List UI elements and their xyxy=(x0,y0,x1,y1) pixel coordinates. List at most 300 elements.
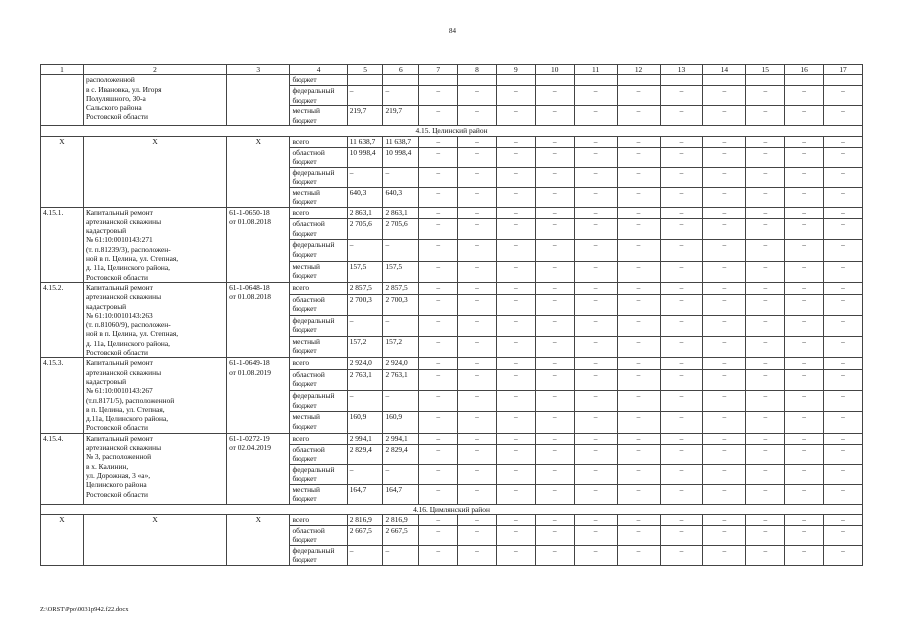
dash-cell: – xyxy=(496,358,535,370)
dash-cell xyxy=(785,75,824,86)
dash-cell: – xyxy=(458,337,497,358)
dash-cell: – xyxy=(617,515,660,526)
dash-cell: – xyxy=(660,526,703,546)
budget-table xyxy=(40,64,863,566)
dash-cell: – xyxy=(419,261,458,282)
dash-cell: – xyxy=(574,136,617,147)
dash-cell: – xyxy=(535,370,574,391)
dash-cell: – xyxy=(496,282,535,294)
dash-cell: – xyxy=(458,391,497,412)
dash-cell: – xyxy=(458,358,497,370)
dash-cell: – xyxy=(785,86,824,106)
value-cell: 2 700,3 xyxy=(347,294,383,315)
dash-cell: – xyxy=(785,240,824,261)
item-description: Капитальный ремонт артезианской скважины кадастровый № 61:10:0010143:271 (т. п.81239/3), расположен- ной в п. Целина, ул. Степная, д. 11а, Целинского района, Ростовской области xyxy=(83,207,226,282)
value-cell: – xyxy=(347,240,383,261)
dash-cell: – xyxy=(419,412,458,433)
dash-cell: – xyxy=(458,167,497,187)
column-header: 7 xyxy=(419,65,458,75)
dash-cell: – xyxy=(746,391,785,412)
dash-cell: – xyxy=(703,240,746,261)
value-cell: 160,9 xyxy=(347,412,383,433)
dash-cell xyxy=(703,75,746,86)
dash-cell: – xyxy=(746,207,785,219)
table-row xyxy=(41,282,863,294)
dash-cell: – xyxy=(535,106,574,126)
dash-cell: – xyxy=(496,391,535,412)
column-header: 4 xyxy=(290,65,347,75)
budget-label: местный бюджет xyxy=(290,337,347,358)
dash-cell: – xyxy=(703,86,746,106)
dash-cell: – xyxy=(496,240,535,261)
budget-label: федеральный бюджет xyxy=(290,546,347,566)
dash-cell: – xyxy=(703,370,746,391)
dash-cell: – xyxy=(746,240,785,261)
value-cell: – xyxy=(383,546,419,566)
dash-cell: – xyxy=(419,167,458,187)
dash-cell: – xyxy=(746,526,785,546)
dash-cell xyxy=(535,75,574,86)
column-header: 5 xyxy=(347,65,383,75)
dash-cell: – xyxy=(746,219,785,240)
dash-cell: – xyxy=(660,444,703,464)
dash-cell: – xyxy=(660,464,703,484)
dash-cell: – xyxy=(496,167,535,187)
dash-cell: – xyxy=(535,167,574,187)
dash-cell: – xyxy=(703,444,746,464)
dash-cell: – xyxy=(574,444,617,464)
value-cell: 2 763,1 xyxy=(383,370,419,391)
dash-cell: – xyxy=(496,370,535,391)
value-cell: 2 924,0 xyxy=(347,358,383,370)
table-row xyxy=(41,136,863,147)
dash-cell: – xyxy=(458,187,497,207)
dash-cell xyxy=(574,75,617,86)
dash-cell: – xyxy=(617,391,660,412)
value-cell: 640,3 xyxy=(383,187,419,207)
dash-cell: – xyxy=(574,219,617,240)
value-cell: 11 638,7 xyxy=(347,136,383,147)
dash-cell: – xyxy=(746,464,785,484)
dash-cell: – xyxy=(824,207,863,219)
dash-cell: – xyxy=(458,261,497,282)
dash-cell: – xyxy=(746,337,785,358)
column-header: 3 xyxy=(227,65,290,75)
dash-cell: – xyxy=(617,433,660,444)
dash-cell: – xyxy=(824,358,863,370)
dash-cell: – xyxy=(458,136,497,147)
budget-label: местный бюджет xyxy=(290,187,347,207)
dash-cell: – xyxy=(746,412,785,433)
dash-cell: – xyxy=(458,515,497,526)
dash-cell: – xyxy=(746,86,785,106)
table-row xyxy=(41,515,863,526)
dash-cell: – xyxy=(617,240,660,261)
value-cell: – xyxy=(347,315,383,336)
dash-cell: – xyxy=(785,136,824,147)
dash-cell: – xyxy=(617,106,660,126)
budget-label: областной бюджет xyxy=(290,444,347,464)
dash-cell: – xyxy=(535,136,574,147)
dash-cell: – xyxy=(703,412,746,433)
dash-cell: – xyxy=(746,294,785,315)
dash-cell: – xyxy=(824,337,863,358)
dash-cell: – xyxy=(574,294,617,315)
dash-cell: – xyxy=(824,261,863,282)
dash-cell: – xyxy=(785,106,824,126)
dash-cell: – xyxy=(660,136,703,147)
dash-cell: – xyxy=(824,136,863,147)
dash-cell: – xyxy=(458,412,497,433)
dash-cell: – xyxy=(824,433,863,444)
dash-cell: – xyxy=(824,219,863,240)
budget-label: федеральный бюджет xyxy=(290,86,347,106)
dash-cell: – xyxy=(703,187,746,207)
dash-cell: – xyxy=(660,294,703,315)
budget-label: местный бюджет xyxy=(290,412,347,433)
value-cell: – xyxy=(347,86,383,106)
dash-cell xyxy=(617,75,660,86)
dash-cell: – xyxy=(419,187,458,207)
dash-cell: – xyxy=(824,526,863,546)
dash-cell: – xyxy=(574,106,617,126)
item-document: Х xyxy=(227,515,290,566)
section-row xyxy=(41,504,863,514)
value-cell xyxy=(383,75,419,86)
dash-cell: – xyxy=(785,187,824,207)
dash-cell: – xyxy=(535,240,574,261)
table-row xyxy=(41,207,863,219)
value-cell: 164,7 xyxy=(383,484,419,504)
dash-cell: – xyxy=(703,484,746,504)
column-header: 13 xyxy=(660,65,703,75)
dash-cell: – xyxy=(746,261,785,282)
section-title: 4.15. Целинский район xyxy=(41,126,863,136)
item-description: Х xyxy=(83,515,226,566)
item-number: 4.15.4. xyxy=(41,433,84,504)
column-header: 1 xyxy=(41,65,84,75)
dash-cell: – xyxy=(419,546,458,566)
dash-cell: – xyxy=(824,187,863,207)
dash-cell: – xyxy=(574,433,617,444)
item-description: Капитальный ремонт артезианской скважины кадастровый № 61:10:0010143:267 (т.п.8171/5), расположенной в п. Целина, ул. Степная, д.11а, Целинского района, Ростовской области xyxy=(83,358,226,433)
item-document: 61-1-0650-18 от 01.08.2018 xyxy=(227,207,290,282)
dash-cell: – xyxy=(785,337,824,358)
dash-cell: – xyxy=(785,219,824,240)
dash-cell xyxy=(660,75,703,86)
footer-file-path: Z:\ORST\Ppo\0031p942.f22.docx xyxy=(40,606,129,613)
dash-cell: – xyxy=(617,167,660,187)
dash-cell: – xyxy=(824,294,863,315)
column-header: 15 xyxy=(746,65,785,75)
budget-label: бюджет xyxy=(290,75,347,86)
dash-cell: – xyxy=(496,294,535,315)
dash-cell: – xyxy=(535,86,574,106)
dash-cell: – xyxy=(660,219,703,240)
dash-cell: – xyxy=(746,546,785,566)
budget-label: всего xyxy=(290,282,347,294)
dash-cell: – xyxy=(746,282,785,294)
dash-cell: – xyxy=(419,370,458,391)
dash-cell: – xyxy=(703,546,746,566)
dash-cell: – xyxy=(458,207,497,219)
value-cell: – xyxy=(383,86,419,106)
dash-cell: – xyxy=(419,240,458,261)
dash-cell: – xyxy=(824,391,863,412)
dash-cell: – xyxy=(535,546,574,566)
dash-cell: – xyxy=(824,464,863,484)
budget-label: областной бюджет xyxy=(290,526,347,546)
dash-cell: – xyxy=(458,370,497,391)
value-cell: 219,7 xyxy=(347,106,383,126)
value-cell: 2 816,9 xyxy=(383,515,419,526)
dash-cell: – xyxy=(496,315,535,336)
item-number: Х xyxy=(41,136,84,207)
item-document: 61-1-0272-19 от 02.04.2019 xyxy=(227,433,290,504)
budget-label: федеральный бюджет xyxy=(290,240,347,261)
column-header: 11 xyxy=(574,65,617,75)
value-cell: 2 857,5 xyxy=(383,282,419,294)
dash-cell: – xyxy=(574,261,617,282)
item-document xyxy=(227,75,290,126)
value-cell: 157,5 xyxy=(383,261,419,282)
dash-cell: – xyxy=(496,136,535,147)
section-row xyxy=(41,126,863,136)
dash-cell: – xyxy=(419,484,458,504)
dash-cell: – xyxy=(419,86,458,106)
dash-cell: – xyxy=(419,526,458,546)
dash-cell: – xyxy=(785,294,824,315)
dash-cell: – xyxy=(419,391,458,412)
dash-cell: – xyxy=(419,294,458,315)
column-header: 16 xyxy=(785,65,824,75)
dash-cell: – xyxy=(617,370,660,391)
budget-label: местный бюджет xyxy=(290,484,347,504)
value-cell: – xyxy=(383,240,419,261)
dash-cell: – xyxy=(703,136,746,147)
value-cell: – xyxy=(383,167,419,187)
dash-cell: – xyxy=(458,219,497,240)
budget-label: всего xyxy=(290,358,347,370)
dash-cell: – xyxy=(660,86,703,106)
dash-cell: – xyxy=(824,370,863,391)
value-cell: – xyxy=(347,464,383,484)
dash-cell: – xyxy=(458,106,497,126)
dash-cell: – xyxy=(617,294,660,315)
budget-label: федеральный бюджет xyxy=(290,391,347,412)
dash-cell: – xyxy=(785,464,824,484)
dash-cell: – xyxy=(535,294,574,315)
dash-cell: – xyxy=(617,315,660,336)
value-cell: 2 705,6 xyxy=(347,219,383,240)
budget-label: местный бюджет xyxy=(290,106,347,126)
dash-cell: – xyxy=(703,315,746,336)
value-cell: 164,7 xyxy=(347,484,383,504)
dash-cell xyxy=(824,75,863,86)
dash-cell: – xyxy=(703,515,746,526)
dash-cell: – xyxy=(535,261,574,282)
dash-cell: – xyxy=(746,444,785,464)
dash-cell: – xyxy=(785,515,824,526)
dash-cell: – xyxy=(660,358,703,370)
dash-cell: – xyxy=(660,546,703,566)
dash-cell: – xyxy=(535,147,574,167)
dash-cell: – xyxy=(785,358,824,370)
dash-cell: – xyxy=(458,484,497,504)
column-header: 2 xyxy=(83,65,226,75)
item-document: 61-1-0649-18 от 01.08.2019 xyxy=(227,358,290,433)
budget-label: федеральный бюджет xyxy=(290,315,347,336)
dash-cell: – xyxy=(496,433,535,444)
dash-cell: – xyxy=(496,337,535,358)
item-description: Капитальный ремонт артезианской скважины № 3, расположенной в х. Калинин, ул. Дорожная, 3 «а», Целинского района Ростовской области xyxy=(83,433,226,504)
value-cell: 2 924,0 xyxy=(383,358,419,370)
dash-cell: – xyxy=(617,546,660,566)
dash-cell: – xyxy=(419,515,458,526)
dash-cell: – xyxy=(703,261,746,282)
dash-cell: – xyxy=(535,433,574,444)
dash-cell: – xyxy=(496,106,535,126)
dash-cell: – xyxy=(419,106,458,126)
dash-cell: – xyxy=(746,187,785,207)
column-header: 9 xyxy=(496,65,535,75)
dash-cell: – xyxy=(458,147,497,167)
dash-cell: – xyxy=(617,484,660,504)
table-row xyxy=(41,433,863,444)
dash-cell: – xyxy=(419,464,458,484)
dash-cell: – xyxy=(419,444,458,464)
dash-cell: – xyxy=(703,464,746,484)
dash-cell: – xyxy=(419,358,458,370)
value-cell: – xyxy=(347,391,383,412)
value-cell: 160,9 xyxy=(383,412,419,433)
budget-label: всего xyxy=(290,515,347,526)
dash-cell: – xyxy=(785,261,824,282)
value-cell: 11 638,7 xyxy=(383,136,419,147)
column-header: 8 xyxy=(458,65,497,75)
dash-cell: – xyxy=(574,484,617,504)
dash-cell: – xyxy=(458,282,497,294)
dash-cell: – xyxy=(824,315,863,336)
dash-cell: – xyxy=(535,187,574,207)
dash-cell: – xyxy=(574,546,617,566)
dash-cell: – xyxy=(419,282,458,294)
dash-cell: – xyxy=(535,444,574,464)
dash-cell: – xyxy=(746,136,785,147)
item-document: 61-1-0648-18 от 01.08.2018 xyxy=(227,282,290,357)
budget-label: всего xyxy=(290,207,347,219)
dash-cell: – xyxy=(660,337,703,358)
dash-cell: – xyxy=(660,282,703,294)
budget-label: местный бюджет xyxy=(290,261,347,282)
dash-cell: – xyxy=(660,147,703,167)
value-cell: 157,2 xyxy=(347,337,383,358)
dash-cell: – xyxy=(824,240,863,261)
dash-cell: – xyxy=(496,444,535,464)
table-row xyxy=(41,75,863,86)
item-document: Х xyxy=(227,136,290,207)
dash-cell: – xyxy=(660,261,703,282)
dash-cell: – xyxy=(574,526,617,546)
dash-cell: – xyxy=(617,358,660,370)
budget-label: федеральный бюджет xyxy=(290,167,347,187)
item-description: расположенной в с. Ивановка, ул. Игоря Полуляшного, 30-а Сальского района Ростовской области xyxy=(83,75,226,126)
dash-cell: – xyxy=(703,294,746,315)
dash-cell: – xyxy=(496,147,535,167)
dash-cell: – xyxy=(703,391,746,412)
column-header: 14 xyxy=(703,65,746,75)
dash-cell: – xyxy=(458,86,497,106)
value-cell: – xyxy=(347,167,383,187)
dash-cell: – xyxy=(617,86,660,106)
dash-cell: – xyxy=(419,315,458,336)
value-cell: 2 857,5 xyxy=(347,282,383,294)
dash-cell: – xyxy=(746,433,785,444)
dash-cell: – xyxy=(419,147,458,167)
dash-cell: – xyxy=(703,219,746,240)
dash-cell: – xyxy=(660,167,703,187)
dash-cell: – xyxy=(458,444,497,464)
dash-cell: – xyxy=(496,515,535,526)
dash-cell: – xyxy=(785,526,824,546)
dash-cell: – xyxy=(660,484,703,504)
dash-cell: – xyxy=(419,207,458,219)
budget-label: областной бюджет xyxy=(290,294,347,315)
dash-cell: – xyxy=(660,433,703,444)
dash-cell: – xyxy=(785,207,824,219)
dash-cell: – xyxy=(535,526,574,546)
dash-cell: – xyxy=(574,358,617,370)
dash-cell: – xyxy=(496,207,535,219)
dash-cell: – xyxy=(824,412,863,433)
dash-cell: – xyxy=(574,240,617,261)
item-number: 4.15.1. xyxy=(41,207,84,282)
dash-cell: – xyxy=(703,207,746,219)
item-description: Капитальный ремонт артезианской скважины кадастровый № 61:10:0010143:263 (т. п.81060/9), расположен- ной в п. Целина, ул. Степная, д. 11а, Целинского района, Ростовской области xyxy=(83,282,226,357)
dash-cell: – xyxy=(535,515,574,526)
item-description: Х xyxy=(83,136,226,207)
dash-cell: – xyxy=(746,315,785,336)
dash-cell: – xyxy=(703,358,746,370)
dash-cell: – xyxy=(824,515,863,526)
dash-cell: – xyxy=(785,546,824,566)
dash-cell: – xyxy=(496,219,535,240)
dash-cell: – xyxy=(535,219,574,240)
dash-cell: – xyxy=(617,282,660,294)
dash-cell: – xyxy=(617,219,660,240)
dash-cell: – xyxy=(419,219,458,240)
dash-cell: – xyxy=(535,391,574,412)
dash-cell: – xyxy=(824,106,863,126)
dash-cell: – xyxy=(703,433,746,444)
dash-cell: – xyxy=(746,147,785,167)
dash-cell: – xyxy=(746,106,785,126)
dash-cell: – xyxy=(574,147,617,167)
value-cell: 2 994,1 xyxy=(383,433,419,444)
value-cell: – xyxy=(383,391,419,412)
budget-label: всего xyxy=(290,433,347,444)
value-cell: 2 700,3 xyxy=(383,294,419,315)
dash-cell: – xyxy=(824,167,863,187)
dash-cell: – xyxy=(458,526,497,546)
page-number: 84 xyxy=(449,27,456,35)
budget-label: областной бюджет xyxy=(290,147,347,167)
table-row xyxy=(41,358,863,370)
dash-cell: – xyxy=(617,261,660,282)
dash-cell: – xyxy=(496,412,535,433)
dash-cell: – xyxy=(660,240,703,261)
value-cell: 2 816,9 xyxy=(347,515,383,526)
